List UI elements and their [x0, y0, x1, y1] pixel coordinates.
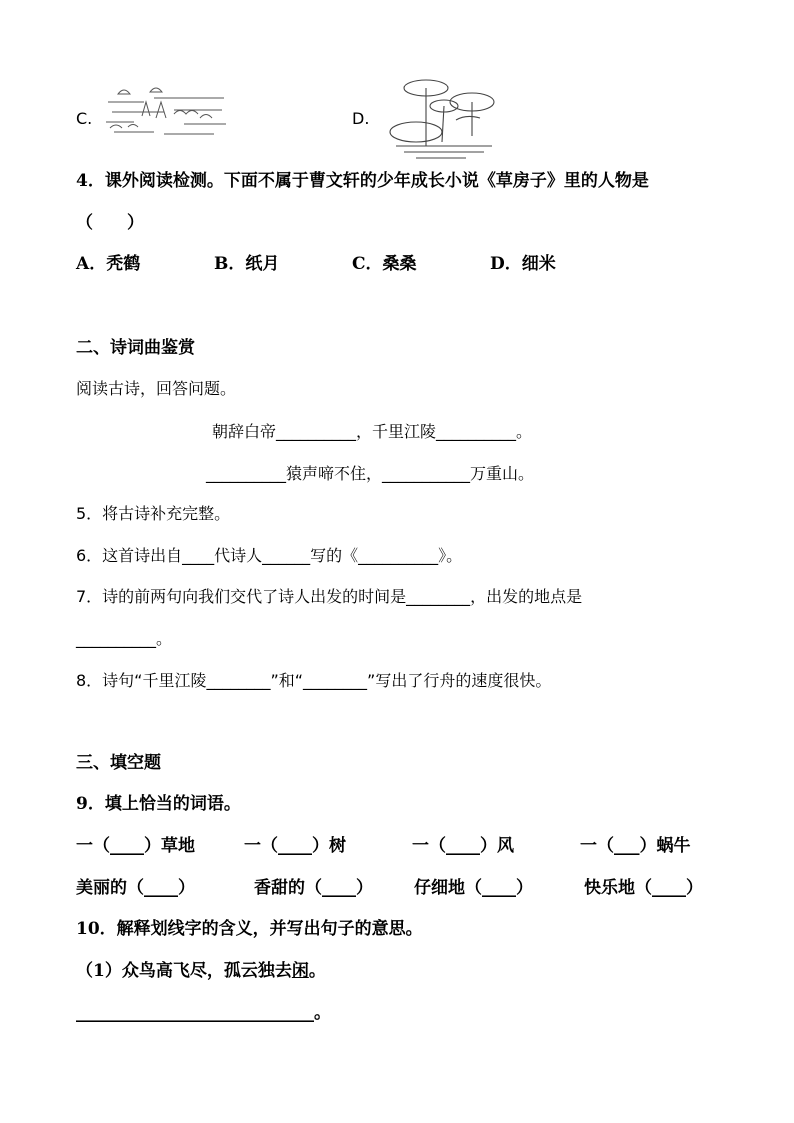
poem-line-1: 朝辞白帝__________，千里江陵__________。: [212, 422, 533, 441]
question-6: 6．这首诗出自____代诗人______写的《__________》。: [76, 546, 463, 565]
q9-row2-item-4: 快乐地（____）: [584, 878, 703, 898]
poem-line-2: __________猿声啼不住，___________万重山。: [206, 464, 535, 483]
question-4-option-d: D．细米: [490, 254, 556, 274]
option-c-label: C.: [76, 109, 93, 128]
q9-row2-item-1: 美丽的（____）: [76, 878, 195, 898]
question-7-line-2: __________。: [76, 629, 173, 648]
section-2-title: 二、诗词曲鉴赏: [76, 338, 195, 358]
q10-1-suffix: 。: [308, 961, 326, 981]
question-4-option-c: C．桑桑: [352, 254, 417, 274]
q9-row2-item-3: 仔细地（____）: [414, 878, 533, 898]
q10-1-prefix: （1）众鸟高飞尽，孤云独去: [76, 961, 292, 981]
q9-row2-item-2: 香甜的（____）: [254, 878, 373, 898]
question-5: 5．将古诗补充完整。: [76, 504, 231, 523]
q9-row1-item-3: 一（____）风: [412, 836, 514, 856]
option-d-illustration: [386, 76, 502, 160]
option-c-illustration: [104, 80, 228, 138]
question-4-answer-paren: （ ）: [76, 213, 144, 233]
q9-row1-item-2: 一（____）树: [244, 836, 346, 856]
q9-row1-item-4: 一（___）蜗牛: [580, 836, 691, 856]
section-2-intro: 阅读古诗，回答问题。: [76, 379, 237, 398]
section-3-title: 三、填空题: [76, 753, 161, 773]
option-d-label: D.: [352, 109, 370, 128]
question-4-stem: 4．课外阅读检测。下面不属于曹文轩的少年成长小说《草房子》里的人物是: [76, 171, 649, 191]
question-10-answer-blank: ____________________________。: [76, 1003, 331, 1023]
question-9: 9．填上恰当的词语。: [76, 794, 241, 814]
question-4-option-a: A．秃鹤: [76, 254, 141, 274]
question-7-line-1: 7．诗的前两句向我们交代了诗人出发的时间是________，出发的地点是: [76, 587, 583, 606]
q10-1-underlined-char: 闲: [291, 961, 309, 981]
question-4-option-b: B．纸月: [214, 254, 280, 274]
question-10-1: [76, 960, 326, 982]
q9-row1-item-1: 一（____）草地: [76, 836, 195, 856]
question-10: 10．解释划线字的含义，并写出句子的意思。: [76, 919, 423, 939]
question-8: 8．诗句“千里江陵________”和“________”写出了行舟的速度很快。: [76, 671, 552, 690]
